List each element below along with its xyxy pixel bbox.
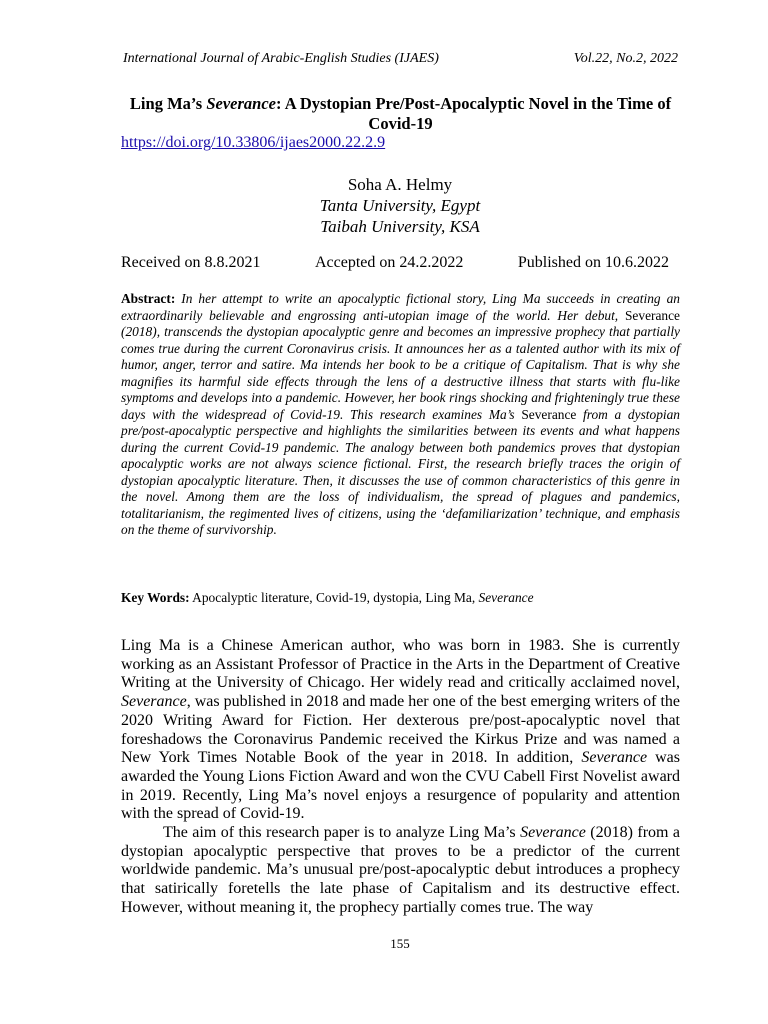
- abstract-title-ref-1: Severance: [624, 307, 680, 323]
- author-block: [200, 174, 600, 237]
- page-number: 155: [390, 936, 410, 951]
- p1-italic-d: Severance: [581, 749, 648, 767]
- abstract-text-2: (2018), transcends the dystopian apocalyptic genre and becomes an impressive prophecy that partially comes true during the current Coronavirus crisis. It announces her as a talented author with its mix of humor, anger, terror and satire. Ma intends her book to be a critique of Capitalism. That is why she magnifies its harmful side effects through the lens of a destructive illness that starts with flu-like symptoms and develops into a pandemic. However, her book rings shocking and frighteningly true these days with the widespread of Covid-19. This research examines Ma’s: [121, 324, 680, 422]
- p2-text-c: (2018) from a dystopian apocalyptic perspective that proves to be a predictor of the current worldwide pandemic. Ma’s unusual pre/post-apocalyptic debut introduces a prophecy that satirically foretells the late phase of Capitalism and its destructive effect. However, without meaning it, the prophecy partially comes true. The way: [121, 824, 681, 916]
- title-suffix: : A Dystopian Pre/Post-Apocalyptic Novel in the Time of Covid-19: [275, 94, 672, 133]
- p1-italic-b: Severance: [121, 693, 187, 711]
- p1-text-c: , was published in 2018 and made her one of the best emerging writers of the 2020 Writing Award for Fiction. Her dexterous pre/post-apocalyptic novel that foreshadows the Coronavirus Pandemic received the Kirkus Prize and was named a New York Times Notable Book of the year in 2018. In addition,: [121, 693, 680, 767]
- keywords-italic-item: Severance: [478, 590, 534, 605]
- p2-italic-b: Severance: [520, 824, 586, 842]
- keywords-label: Key Words:: [121, 590, 190, 605]
- affiliation-1: Tanta University, Egypt: [319, 196, 481, 215]
- volume-issue: Vol.22, No.2, 2022: [573, 51, 678, 66]
- keywords: [121, 590, 680, 606]
- p2-text-a: The aim of this research paper is to analyze Ling Ma’s: [163, 824, 521, 842]
- title-prefix: Ling Ma’s: [129, 94, 207, 113]
- journal-name: International Journal of Arabic-English Studies (IJAES): [123, 51, 439, 66]
- paragraph-1: [121, 637, 680, 824]
- published-date: Published on 10.6.2022: [517, 254, 669, 271]
- doi-link[interactable]: https://doi.org/10.33806/ijaes2000.22.2.9: [121, 134, 386, 151]
- abstract-label: Abstract: [121, 291, 171, 306]
- paragraph-2: [121, 824, 680, 918]
- abstract-text-1: In her attempt to write an apocalyptic fictional story, Ling Ma succeeds in creating an extraordinarily believable and engrossing anti-utopian image of the world. Her debut,: [121, 291, 680, 323]
- publication-dates: [121, 254, 669, 272]
- keywords-list: Apocalyptic literature, Covid-19, dystopia, Ling Ma,: [189, 590, 479, 605]
- author-name: Soha A. Helmy: [347, 175, 453, 194]
- abstract-text-3: from a dystopian pre/post-apocalyptic perspective and highlights the similarities between its events and what happens during the current Covid-19 pandemic. The analogy between both pandemics proves that dystopian apocalyptic works are not always science fictional. First, the research briefly traces the origin of dystopian apocalyptic literature. Then, it discusses the use of common characteristics of this genre in the novel. Among them are the loss of individualism, the spread of plagues and pandemics, totalitarianism, the regimented lives of citizens, using the ‘defamiliarization’ technique, and emphasis on the theme of survivorship.: [121, 406, 680, 537]
- accepted-date: Accepted on 24.2.2022: [315, 254, 464, 271]
- article-title: [115, 94, 686, 134]
- title-italic: Severance: [206, 94, 276, 113]
- affiliation-2: Taibah University, KSA: [320, 217, 480, 236]
- received-date: Received on 8.8.2021: [121, 254, 261, 271]
- p1-text-a: Ling Ma is a Chinese American author, who was born in 1983. She is currently working as an Assistant Professor of Practice in the Arts in the Department of Creative Writing at the University of Chicago. Her widely read and critically acclaimed novel,: [121, 637, 680, 692]
- running-header: [123, 51, 678, 67]
- abstract-title-ref-2: Severance: [521, 406, 577, 422]
- body-text: [121, 637, 680, 918]
- abstract: [121, 291, 680, 539]
- p1-text-e: was awarded the Young Lions Fiction Award and won the CVU Cabell First Novelist award in 2019. Recently, Ling Ma’s novel enjoys a resurgence of popularity and attention with the spread of Covid-19.: [121, 749, 680, 823]
- abstract-colon: :: [170, 291, 182, 306]
